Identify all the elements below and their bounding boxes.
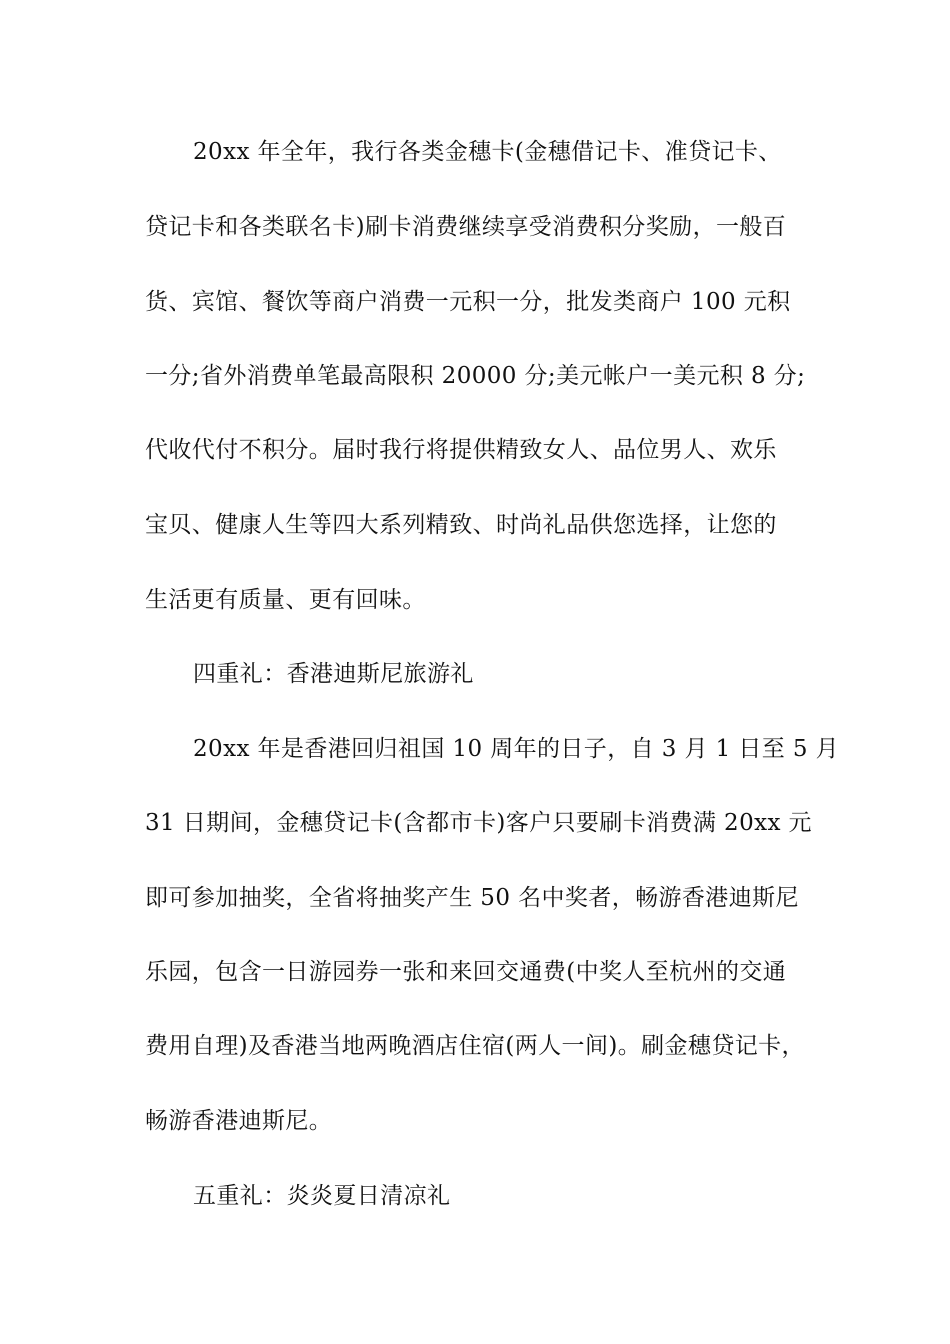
paragraph-line: 生活更有质量、更有回味。	[145, 587, 426, 613]
paragraph-line: 货、宾馆、餐饮等商户消费一元积一分，批发类商户 100 元积	[145, 289, 791, 315]
paragraph-line: 贷记卡和各类联名卡)刷卡消费继续享受消费积分奖励，一般百	[145, 214, 787, 240]
section-heading: 四重礼：香港迪斯尼旅游礼	[193, 661, 474, 687]
paragraph-line: 31 日期间，金穗贷记卡(含都市卡)客户只要刷卡消费满 20xx 元	[145, 810, 812, 836]
paragraph-line: 代收代付不积分。届时我行将提供精致女人、品位男人、欢乐	[145, 437, 777, 463]
paragraph-line: 乐园，包含一日游园券一张和来回交通费(中奖人至杭州的交通	[145, 959, 787, 985]
paragraph-line: 20xx 年全年，我行各类金穗卡(金穗借记卡、准贷记卡、	[193, 139, 782, 165]
section-heading: 五重礼：炎炎夏日清凉礼	[193, 1183, 451, 1209]
paragraph-line: 20xx 年是香港回归祖国 10 周年的日子，自 3 月 1 日至 5 月	[193, 736, 839, 762]
paragraph-line: 一分;省外消费单笔最高限积 20000 分;美元帐户一美元积 8 分;	[145, 363, 806, 389]
paragraph-line: 即可参加抽奖，全省将抽奖产生 50 名中奖者，畅游香港迪斯尼	[145, 885, 799, 911]
paragraph-line: 宝贝、健康人生等四大系列精致、时尚礼品供您选择，让您的	[145, 512, 777, 538]
paragraph-line: 畅游香港迪斯尼。	[145, 1108, 333, 1134]
paragraph-line: 费用自理)及香港当地两晚酒店住宿(两人一间)。刷金穗贷记卡，	[145, 1033, 805, 1059]
